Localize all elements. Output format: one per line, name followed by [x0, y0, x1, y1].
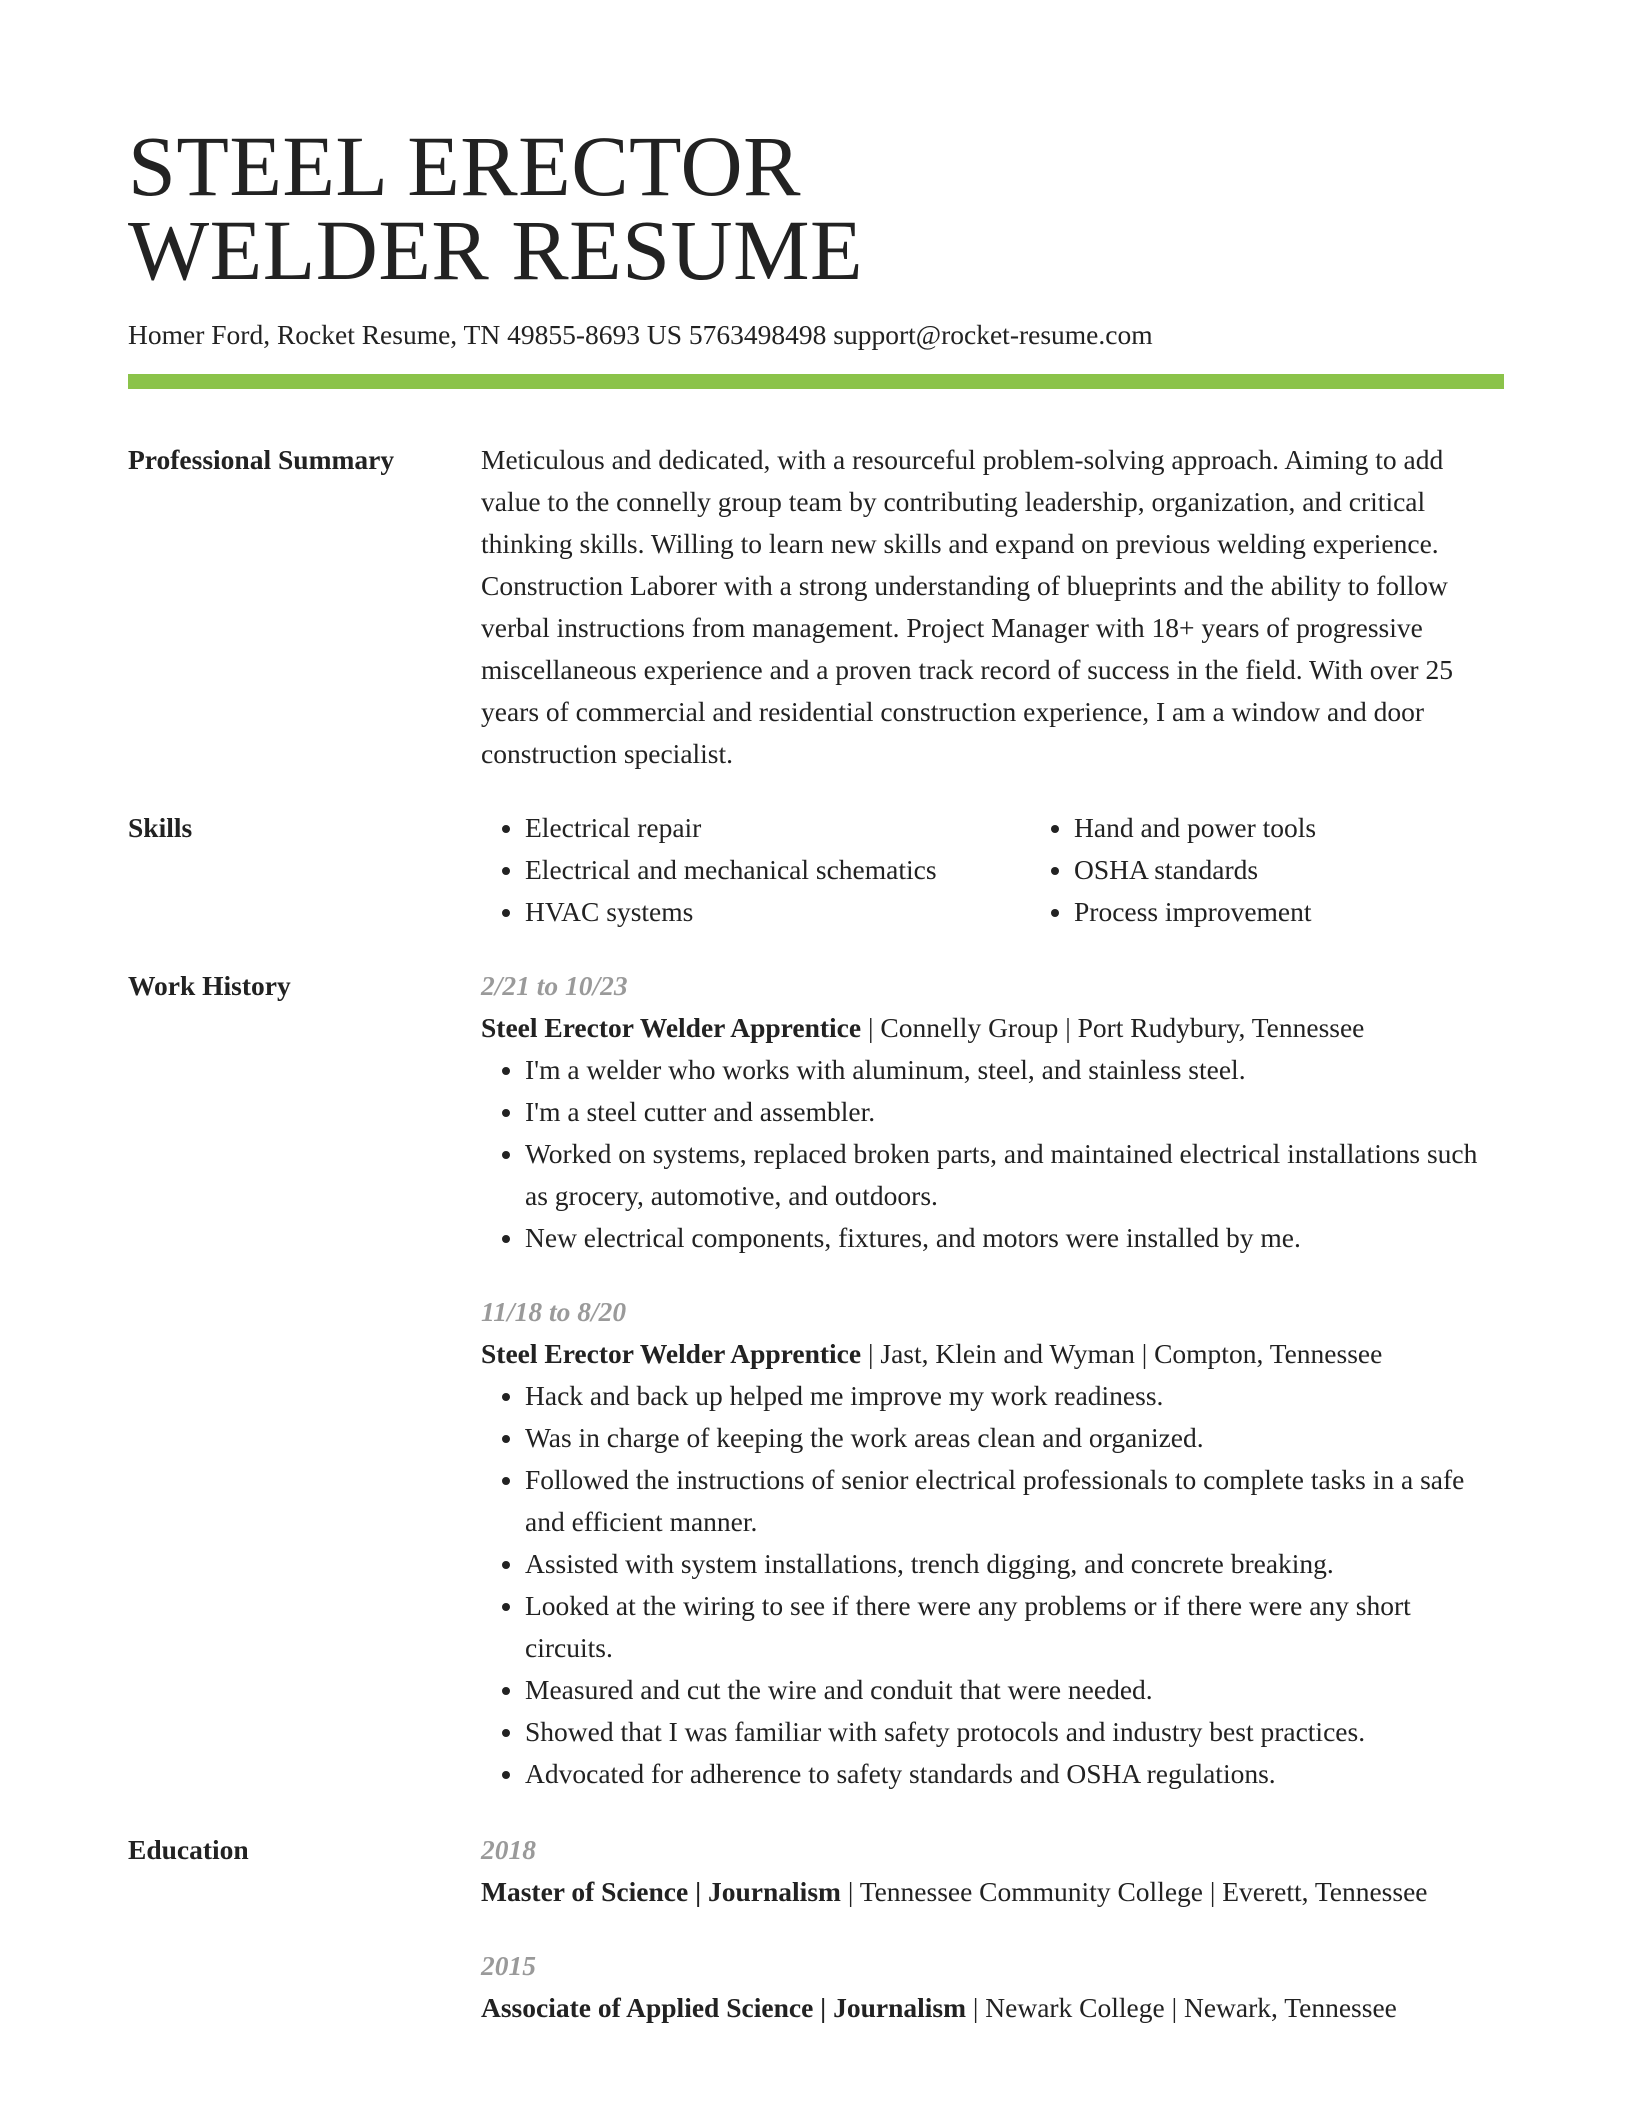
job-bullet: • Looked at the wiring to see if there were any problems or if there were any short circuits. [525, 1585, 1504, 1669]
job-bullet: • Assisted with system installations, trench digging, and concrete breaking. [525, 1543, 1504, 1585]
work-history-section [128, 965, 1504, 1795]
job-bullet: • Worked on systems, replaced broken parts, and maintained electrical installations such as grocery, automotive, and outdoors. [525, 1133, 1504, 1217]
skill-item: • Electrical repair [525, 807, 1030, 849]
education-degree: Master of Science | Journalism [481, 1876, 841, 1907]
job-details: | Connelly Group | Port Rudybury, Tennessee [861, 1012, 1365, 1043]
job-bullet: • New electrical components, fixtures, and motors were installed by me. [525, 1217, 1504, 1259]
education-details: | Newark College | Newark, Tennessee [966, 1992, 1397, 2023]
header-divider [128, 374, 1504, 389]
skill-item: • Process improvement [1074, 891, 1316, 933]
job-entry [481, 965, 1504, 1259]
skill-item: • Hand and power tools [1074, 807, 1316, 849]
skills-section [128, 807, 1504, 933]
skill-item: • OSHA standards [1074, 849, 1316, 891]
resume-title-line2: WELDER RESUME [128, 202, 864, 298]
job-bullets [481, 1049, 1504, 1259]
job-bullet: • Was in charge of keeping the work areas clean and organized. [525, 1417, 1504, 1459]
education-degree-line [481, 1987, 1504, 2029]
skill-item: • HVAC systems [525, 891, 1030, 933]
education-list [481, 1829, 1504, 2029]
job-bullet: • Measured and cut the wire and conduit that were needed. [525, 1669, 1504, 1711]
education-degree-line [481, 1871, 1504, 1913]
job-bullet: • Advocated for adherence to safety standards and OSHA regulations. [525, 1753, 1504, 1795]
job-details: | Jast, Klein and Wyman | Compton, Tennessee [861, 1338, 1383, 1369]
job-dates: 11/18 to 8/20 [481, 1296, 627, 1327]
education-section [128, 1829, 1504, 2029]
job-bullet: • I'm a steel cutter and assembler. [525, 1091, 1504, 1133]
job-bullets [481, 1375, 1504, 1795]
education-year: 2018 [481, 1834, 536, 1865]
job-bullet: • I'm a welder who works with aluminum, steel, and stainless steel. [525, 1049, 1504, 1091]
contact-info: Homer Ford, Rocket Resume, TN 49855-8693 US 5763498498 support@rocket-resume.com [128, 319, 1153, 350]
resume-title-line1: STEEL ERECTOR [128, 118, 801, 214]
summary-text: Meticulous and dedicated, with a resourceful problem-solving approach. Aiming to add value to the connelly group team by contributing leadership, organization, and critical thinking skills. Willing to learn new skills and expand on previous welding experience. Construction Laborer with a strong understanding of blueprints and the ability to follow verbal instructions from management. Project Manager with 18+ years of progressive miscellaneous experience and a proven track record of success in the field. With over 25 years of commercial and residential construction experience, I am a window and door construction specialist. [481, 444, 1453, 769]
skills-list [481, 807, 1504, 933]
skills-column-2 [1030, 807, 1316, 933]
education-details: | Tennessee Community College | Everett, Tennessee [840, 1876, 1428, 1907]
education-label: Education [128, 1834, 249, 1865]
education-year: 2015 [481, 1950, 536, 1981]
job-role [481, 1007, 1504, 1049]
job-bullet: • Followed the instructions of senior electrical professionals to complete tasks in a safe and efficient manner. [525, 1459, 1504, 1543]
skills-label: Skills [128, 812, 193, 843]
job-role [481, 1333, 1504, 1375]
education-entry [481, 1945, 1504, 2029]
resume-title [128, 118, 1504, 298]
skill-item: • Electrical and mechanical schematics [525, 849, 1030, 891]
work-history-list [481, 965, 1504, 1795]
job-title: Steel Erector Welder Apprentice [481, 1338, 862, 1369]
job-dates: 2/21 to 10/23 [481, 970, 628, 1001]
skills-column-1 [481, 807, 1030, 933]
work-history-label: Work History [128, 970, 291, 1001]
job-title: Steel Erector Welder Apprentice [481, 1012, 862, 1043]
summary-section [128, 439, 1504, 775]
job-bullet: • Showed that I was familiar with safety protocols and industry best practices. [525, 1711, 1504, 1753]
job-entry [481, 1291, 1504, 1795]
summary-label: Professional Summary [128, 444, 395, 475]
education-entry [481, 1829, 1504, 1913]
job-bullet: • Hack and back up helped me improve my work readiness. [525, 1375, 1504, 1417]
education-degree: Associate of Applied Science | Journalism [481, 1992, 967, 2023]
